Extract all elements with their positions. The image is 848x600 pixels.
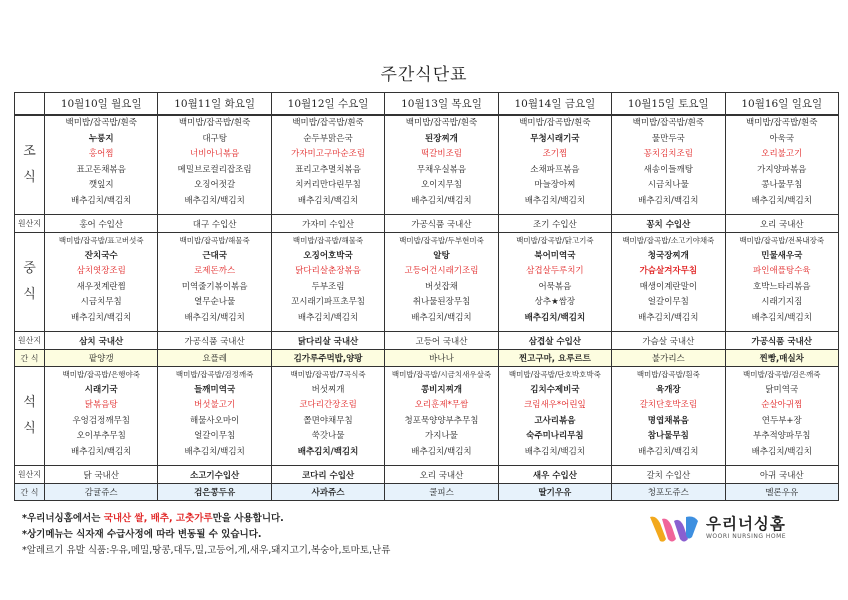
dinner-origin-row xyxy=(15,466,839,484)
corner-cell xyxy=(15,93,45,116)
menu-item: 백미밥/잡곡밥/흰죽 xyxy=(292,118,364,128)
menu-item: 오이지무침 xyxy=(420,180,462,190)
menu-item: 배추김치/백김치 xyxy=(71,312,132,323)
meal-cell xyxy=(45,233,158,332)
lunch-origin-cell: 가슴살 국내산 xyxy=(612,332,725,350)
menu-item: 얼갈이무침 xyxy=(647,297,689,307)
menu-item: 소채파프볶음 xyxy=(530,164,580,175)
menu-item: 쑥갓나물 xyxy=(311,431,345,441)
menu-item: 백미밥/잡곡밥/표고버섯죽 xyxy=(58,236,144,245)
page-title: 주간식단표 xyxy=(380,65,468,85)
menu-item: 떡갈비조림 xyxy=(420,149,462,159)
snack2-cell: 쿨피스 xyxy=(385,484,498,501)
meal-cell xyxy=(158,367,271,466)
menu-item: 꽁치김치조림 xyxy=(643,149,693,159)
menu-item: 배추김치/백김치 xyxy=(411,312,472,323)
snack2-cell: 감귤쥬스 xyxy=(45,484,158,501)
menu-item: 백미밥/잡곡밥/은행야죽 xyxy=(62,370,140,379)
meal-cell xyxy=(271,115,384,215)
dinner-origin-cell: 아귀 국내산 xyxy=(725,466,838,484)
origin-label: 원산지 xyxy=(15,332,45,350)
menu-item: 호박느타리볶음 xyxy=(753,281,811,292)
breakfast-origin-cell: 꽁치 수입산 xyxy=(612,215,725,233)
menu-item: 코다리간장조림 xyxy=(299,400,357,410)
snack1-cell: 김가루주먹밥,양팡 xyxy=(271,350,384,367)
menu-item: 배추김치/백김치 xyxy=(411,446,472,457)
menu-item: 백미밥/잡곡밥/흰죽 xyxy=(178,118,251,128)
menu-item: 백미밥/잡곡밥/흰죽 xyxy=(519,118,591,128)
breakfast-row xyxy=(15,115,839,215)
dinner-label-text: 석 식 xyxy=(23,395,36,436)
menu-item: 치커리만다린무침 xyxy=(295,180,361,190)
menu-item: 마늘장아찌 xyxy=(534,180,576,190)
breakfast-origin-cell: 오리 국내산 xyxy=(725,215,838,233)
menu-item: 잔치국수 xyxy=(84,250,118,261)
lunch-origin-cell: 고등어 국내산 xyxy=(385,332,498,350)
menu-item: 배추김치/백김치 xyxy=(751,312,812,323)
menu-item: 배추김치/백김치 xyxy=(524,446,586,457)
dinner-row xyxy=(15,367,839,466)
menu-item: 백미밥/잡곡밥/두부현미죽 xyxy=(399,236,484,245)
breakfast-origin-cell: 가자미 수입산 xyxy=(271,215,384,233)
menu-item: 고등어건시래기조림 xyxy=(404,266,479,276)
menu-item: 청국장찌개 xyxy=(647,250,689,261)
day-header: 10월11일 화요일 xyxy=(158,93,271,116)
header-row xyxy=(15,93,839,116)
menu-item: 버섯찌개 xyxy=(311,384,345,395)
menu-item: 닭미역국 xyxy=(765,384,799,395)
menu-item: 육개장 xyxy=(656,384,681,395)
menu-item: 배추김치/백김치 xyxy=(751,446,812,457)
menu-item: 상추★쌈장 xyxy=(534,297,576,307)
menu-item: 된장찌개 xyxy=(425,133,458,144)
menu-item: 백미밥/잡곡밥/검정깨죽 xyxy=(175,370,254,379)
breakfast-origin-cell: 가공식품 국내산 xyxy=(385,215,498,233)
menu-item: 배추김치/백김치 xyxy=(411,195,472,206)
menu-item: 백미밥/잡곡밥/해물죽 xyxy=(292,236,364,245)
menu-item: 백미밥/잡곡밥/검은깨죽 xyxy=(743,370,821,379)
menu-item: 백미밥/잡곡밥/닭고기죽 xyxy=(516,236,594,245)
snack2-row xyxy=(15,484,839,501)
menu-item: 배추김치/백김치 xyxy=(638,446,699,457)
meal-cell xyxy=(385,233,498,332)
menu-item: 콩비지찌개 xyxy=(420,384,462,395)
menu-item: 배추김치/백김치 xyxy=(638,312,699,323)
snack1-row xyxy=(15,350,839,367)
note-1-post: 만을 사용합니다. xyxy=(212,513,284,524)
day-header: 10월10일 월요일 xyxy=(45,93,158,116)
meal-cell xyxy=(271,233,384,332)
menu-item: 백미밥/잡곡밥/시금치새우살죽 xyxy=(391,370,492,379)
note-line-1 xyxy=(22,511,390,527)
menu-item: 미역줄기볶이볶음 xyxy=(181,281,248,292)
menu-item: 고사리볶음 xyxy=(534,415,576,426)
meal-cell xyxy=(612,115,725,215)
menu-item: 백미밥/잡곡밥/해물죽 xyxy=(179,236,250,245)
menu-item: 배추김치/백김치 xyxy=(751,195,812,206)
menu-item: 김치수제비국 xyxy=(530,384,580,395)
menu-item: 누룽지 xyxy=(88,133,114,144)
note-line-3: *알레르기 유발 식품:우유,메밀,땅콩,대두,밀,고등어,게,새우,돼지고기,복숭아,토마토,난류 xyxy=(22,545,391,556)
snack1-cell: 불가리스 xyxy=(612,350,725,367)
menu-item: 삼치엿장조림 xyxy=(76,266,126,276)
menu-item: 표고돈채볶음 xyxy=(76,164,126,175)
menu-item: 백미밥/잡곡밥/전복내장죽 xyxy=(739,236,825,245)
meal-cell xyxy=(725,367,838,466)
snack2-cell: 청포도쥬스 xyxy=(612,484,725,501)
menu-item: 배추김치/백김치 xyxy=(184,446,245,457)
menu-item: 어묵볶음 xyxy=(538,281,572,292)
snack2-cell: 딸기우유 xyxy=(498,484,611,501)
snack-label: 간 식 xyxy=(15,350,45,367)
meal-cell xyxy=(385,115,498,215)
day-header: 10월16일 일요일 xyxy=(725,93,838,116)
menu-item: 물만두국 xyxy=(651,133,685,144)
weekly-menu-table xyxy=(14,92,839,501)
menu-item: 오징어호박국 xyxy=(303,250,353,261)
snack1-cell: 팥양갱 xyxy=(45,350,158,367)
menu-item: 근대국 xyxy=(202,250,227,261)
meal-cell xyxy=(612,367,725,466)
breakfast-origin-cell: 조기 수입산 xyxy=(498,215,611,233)
menu-item: 무청시래기국 xyxy=(530,133,580,144)
dinner-origin-cell: 오리 국내산 xyxy=(385,466,498,484)
menu-item: 새송이들깨탕 xyxy=(643,164,693,175)
menu-item: 들깨미역국 xyxy=(194,384,236,395)
menu-item: 숙주미나리무침 xyxy=(526,431,584,441)
lunch-origin-row xyxy=(15,332,839,350)
menu-item: 가지나물 xyxy=(425,431,458,441)
logo-subtitle: WOORI NURSING HOME xyxy=(706,533,787,540)
day-header: 10월15일 토요일 xyxy=(612,93,725,116)
menu-item: 배추김치/백김치 xyxy=(184,195,245,206)
dinner-origin-cell: 닭 국내산 xyxy=(45,466,158,484)
menu-item: 우엉검정깨무침 xyxy=(72,415,130,426)
menu-item: 쫄면야채무침 xyxy=(303,415,353,426)
lunch-row xyxy=(15,233,839,332)
meal-cell xyxy=(498,115,611,215)
dinner-origin-cell: 새우 수입산 xyxy=(498,466,611,484)
menu-item: 배추김치/백김치 xyxy=(638,195,699,206)
snack1-cell: 찐고구마, 요루르트 xyxy=(498,350,611,367)
menu-item: 북어미역국 xyxy=(534,250,576,261)
breakfast-origin-row xyxy=(15,215,839,233)
breakfast-origin-cell: 대구 수입산 xyxy=(158,215,271,233)
menu-item: 가슴살겨자무침 xyxy=(639,266,698,276)
dinner-label xyxy=(15,367,45,466)
menu-item: 백미밥/잡곡밥/소고기야채죽 xyxy=(622,236,715,245)
menu-item: 너비아니볶음 xyxy=(189,149,240,159)
menu-item: 백미밥/잡곡밥/흰죽 xyxy=(636,370,700,379)
menu-item: 오이부추무침 xyxy=(76,431,126,441)
meal-cell xyxy=(158,233,271,332)
origin-label: 원산지 xyxy=(15,215,45,233)
day-header: 10월14일 금요일 xyxy=(498,93,611,116)
menu-item: 알탕 xyxy=(433,250,450,261)
meal-cell xyxy=(725,233,838,332)
menu-item: 로제돈까스 xyxy=(194,266,236,276)
menu-item: 매생이계란말이 xyxy=(639,281,698,292)
lunch-origin-cell: 가공식품 국내산 xyxy=(725,332,838,350)
dinner-origin-cell: 코다리 수입산 xyxy=(271,466,384,484)
menu-item: 얼갈이무침 xyxy=(194,431,236,441)
menu-item: 무채우실볶음 xyxy=(416,164,467,175)
menu-item: 배추김치/백김치 xyxy=(297,312,359,323)
menu-item: 아욱국 xyxy=(769,133,795,144)
day-header: 10월13일 목요일 xyxy=(385,93,498,116)
dinner-origin-cell: 갈치 수입산 xyxy=(612,466,725,484)
menu-item: 오리불고기 xyxy=(761,149,803,159)
menu-item: 새우젓계란찜 xyxy=(76,281,126,292)
menu-item: 갈치단호박조림 xyxy=(639,400,698,410)
menu-item: 버섯불고기 xyxy=(194,400,236,410)
menu-item: 홍어찜 xyxy=(88,149,114,159)
logo-mark-icon xyxy=(646,511,702,545)
snack1-cell: 찐빵,매실차 xyxy=(725,350,838,367)
menu-item: 명엽채볶음 xyxy=(647,415,689,426)
lunch-label xyxy=(15,233,45,332)
lunch-origin-cell: 닭다리살 국내산 xyxy=(271,332,384,350)
menu-item: 배추김치/백김치 xyxy=(297,446,359,457)
menu-item: 시금치무침 xyxy=(80,297,122,307)
menu-item: 시래기지짐 xyxy=(761,297,803,307)
dinner-origin-cell: 소고기수입산 xyxy=(158,466,271,484)
menu-item: 연두부+장 xyxy=(761,415,802,426)
menu-item: 오리훈제*무쌈 xyxy=(414,400,469,410)
menu-item: 가자미고구마순조림 xyxy=(291,149,365,159)
menu-item: 깻잎지 xyxy=(88,180,114,190)
menu-item: 두부조림 xyxy=(311,281,345,292)
lunch-label-text: 중 식 xyxy=(23,261,36,302)
note-1-pre: *우리너싱홈에서는 xyxy=(22,513,104,524)
origin-label: 원산지 xyxy=(15,466,45,484)
snack-label: 간 식 xyxy=(15,484,45,501)
menu-item: 청포묵양양부추무침 xyxy=(404,415,479,426)
menu-item: 열무순나물 xyxy=(194,297,236,307)
snack1-cell: 요플레 xyxy=(158,350,271,367)
menu-item: 표리고추멸치볶음 xyxy=(295,164,361,175)
meal-cell xyxy=(498,367,611,466)
note-1-red: 국내산 쌀, 배추, 고춧가루 xyxy=(103,513,213,524)
menu-item: 대구탕 xyxy=(202,133,227,144)
breakfast-origin-cell: 홍어 수입산 xyxy=(45,215,158,233)
breakfast-label-text: 조 식 xyxy=(23,144,36,185)
menu-item: 부추적양파무침 xyxy=(753,431,811,441)
lunch-origin-cell: 삼치 국내산 xyxy=(45,332,158,350)
meal-cell xyxy=(498,233,611,332)
menu-item: 백미밥/잡곡밥/흰죽 xyxy=(405,118,478,128)
lunch-origin-cell: 가공식품 국내산 xyxy=(158,332,271,350)
meal-cell xyxy=(45,367,158,466)
menu-item: 배추김치/백김치 xyxy=(71,195,132,206)
menu-item: 순두부맑은국 xyxy=(303,133,353,144)
snack2-cell: 검은콩두유 xyxy=(158,484,271,501)
note-line-2: *상기메뉴는 식자재 수급사정에 따라 변동될 수 있습니다. xyxy=(22,529,262,540)
meal-cell xyxy=(385,367,498,466)
notes xyxy=(22,511,390,559)
menu-item: 참나물무침 xyxy=(647,431,689,441)
menu-item: 꼬시래기파프초무침 xyxy=(291,297,365,307)
menu-item: 백미밥/잡곡밥/흰죽 xyxy=(65,118,137,128)
menu-item: 배추김치/백김치 xyxy=(297,195,359,206)
day-header: 10월12일 수요일 xyxy=(271,93,384,116)
menu-item: 백미밥/잡곡밥/7곡식죽 xyxy=(290,370,366,379)
menu-item: 크림새우*어린잎 xyxy=(524,400,586,410)
menu-item: 파인애플탕수육 xyxy=(753,266,811,276)
meal-cell xyxy=(45,115,158,215)
menu-item: 닭볶음탕 xyxy=(84,400,118,410)
menu-item: 삼겹살두루치기 xyxy=(526,266,584,276)
menu-item: 닭다리살춘장볶음 xyxy=(295,266,361,276)
snack2-cell: 사과쥬스 xyxy=(271,484,384,501)
menu-item: 배추김치/백김치 xyxy=(71,446,132,457)
snack2-cell: 멜론우유 xyxy=(725,484,838,501)
menu-item: 취나물된장무침 xyxy=(412,297,471,307)
menu-item: 콩나물무침 xyxy=(761,180,803,190)
logo-name: 우리너싱홈 xyxy=(706,515,786,533)
menu-item: 백미밥/잡곡밥/흰죽 xyxy=(746,118,818,128)
breakfast-label xyxy=(15,115,45,215)
menu-item: 배추김치/백김치 xyxy=(524,195,586,206)
menu-item: 시금치나물 xyxy=(647,180,689,190)
menu-item: 시래기국 xyxy=(84,384,118,395)
brand-logo xyxy=(646,510,836,546)
lunch-origin-cell: 삼겹살 수입산 xyxy=(498,332,611,350)
meal-cell xyxy=(725,115,838,215)
menu-item: 배추김치/백김치 xyxy=(524,312,586,323)
menu-item: 가지양파볶음 xyxy=(757,164,807,175)
menu-item: 배추김치/백김치 xyxy=(184,312,245,323)
meal-cell xyxy=(271,367,384,466)
menu-item: 오징어젓갈 xyxy=(194,180,236,190)
menu-item: 버섯잡채 xyxy=(425,281,458,292)
menu-item: 해물사오마이 xyxy=(189,415,240,426)
menu-item: 메밀브로컬리잡조림 xyxy=(177,164,252,175)
menu-item: 백미밥/잡곡밥/단호박호박죽 xyxy=(508,370,601,379)
menu-item: 백미밥/잡곡밥/흰죽 xyxy=(632,118,705,128)
meal-cell xyxy=(612,233,725,332)
menu-item: 민물새우국 xyxy=(761,250,803,261)
meal-cell xyxy=(158,115,271,215)
snack1-cell: 바나나 xyxy=(385,350,498,367)
menu-item: 순살아귀찜 xyxy=(761,400,803,410)
menu-item: 조기찜 xyxy=(542,149,568,159)
